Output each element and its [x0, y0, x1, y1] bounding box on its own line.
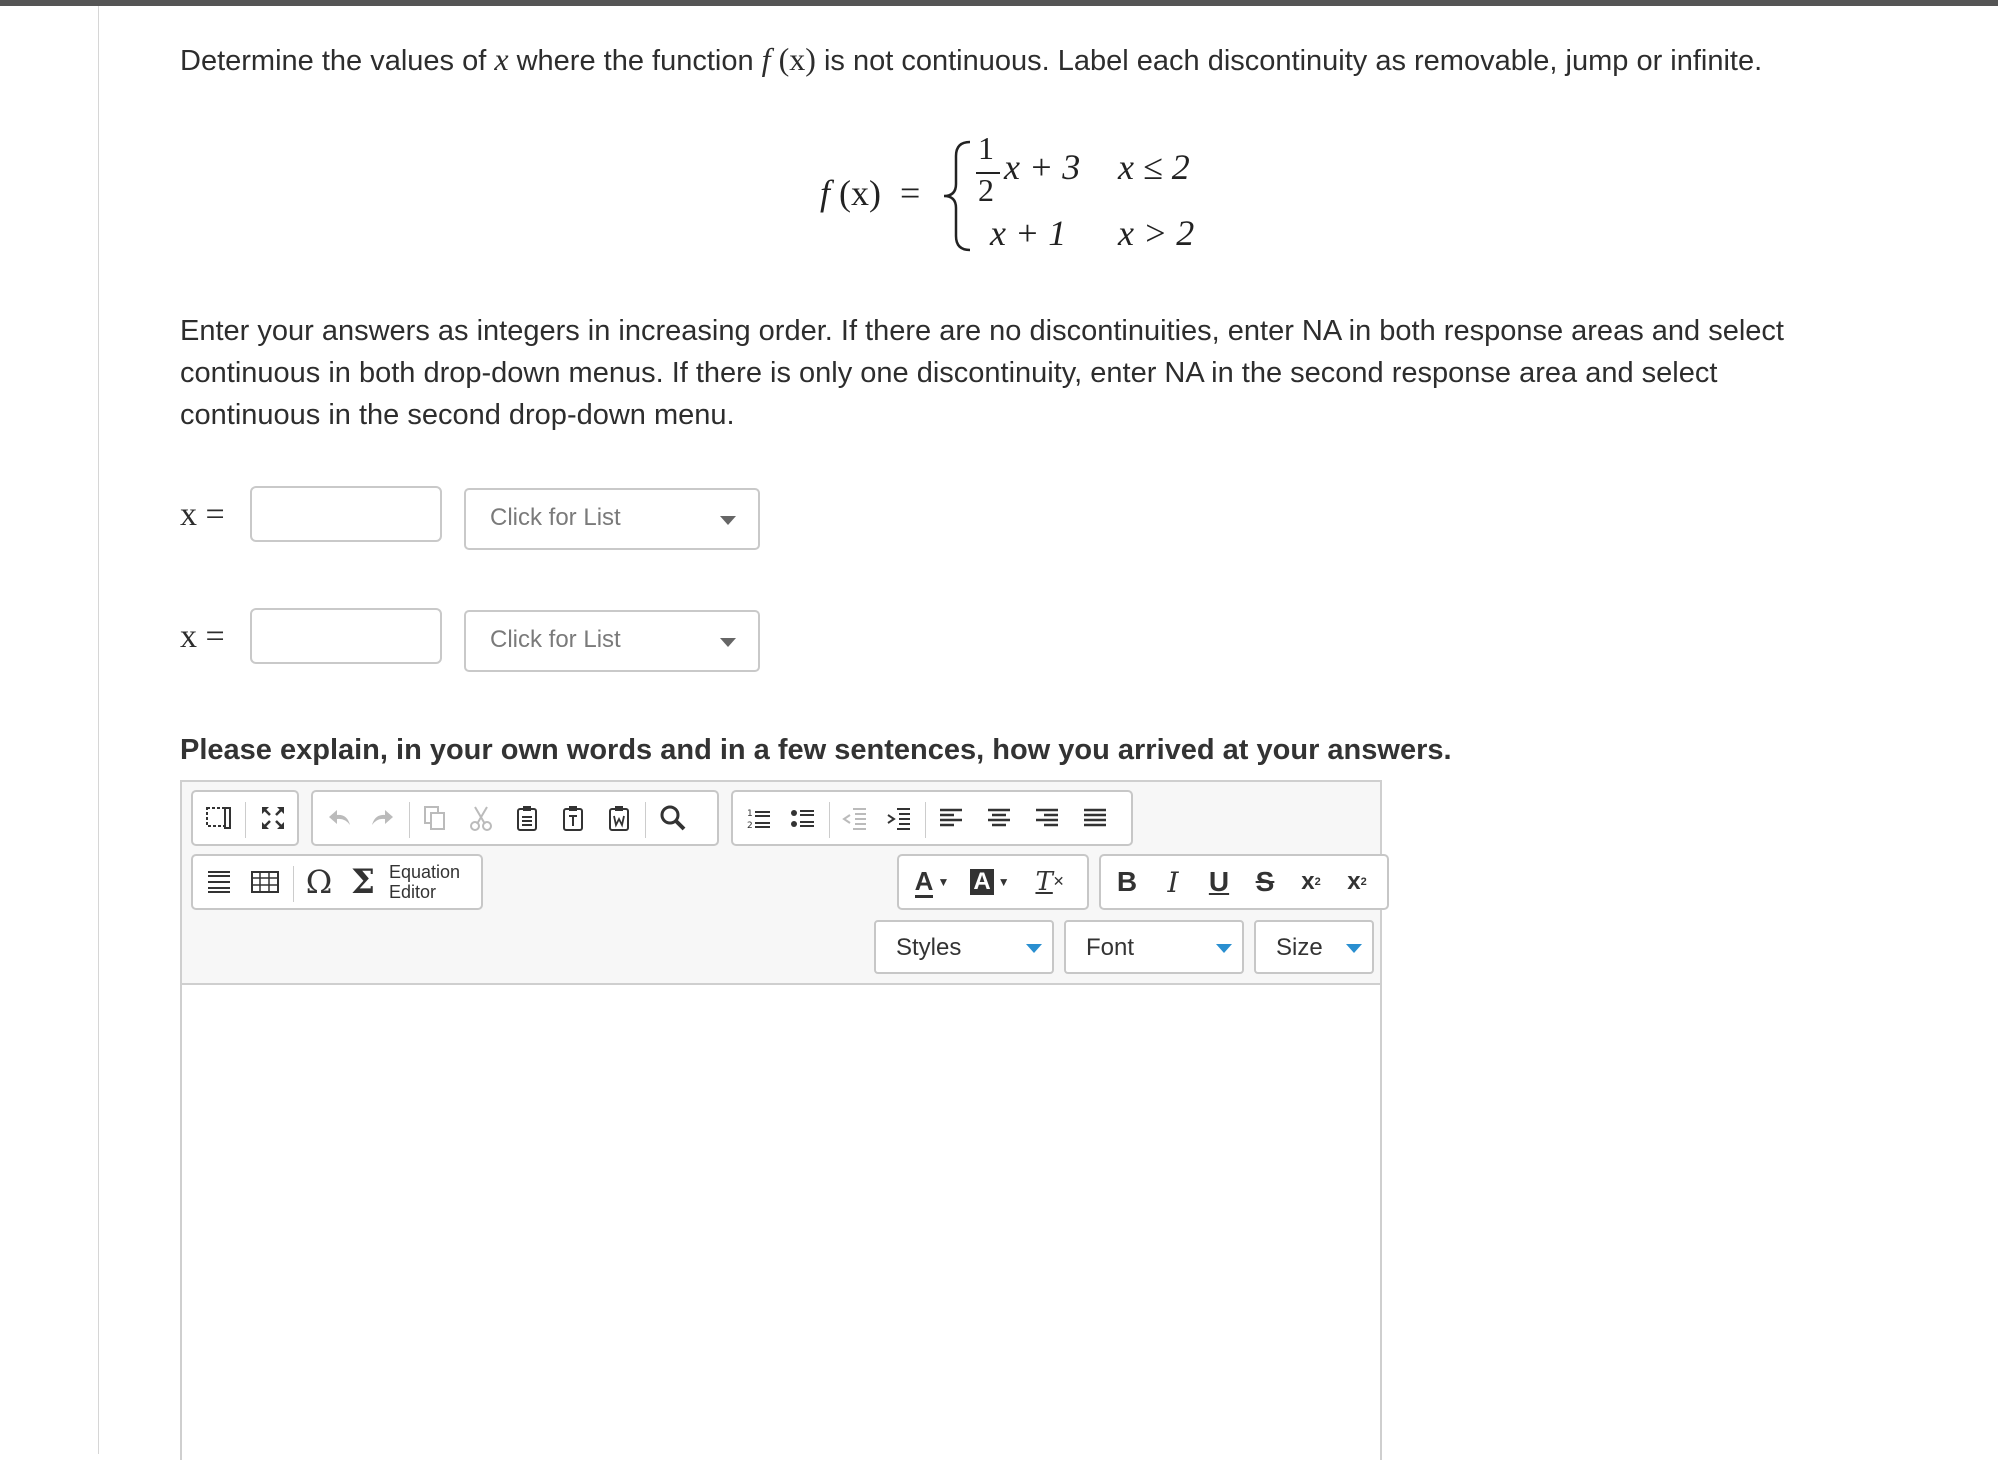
italic-button[interactable]: I [1167, 865, 1179, 899]
toolbar-separator [245, 802, 246, 838]
case1-condition: x ≤ 2 [1118, 147, 1190, 187]
subscript-label: x [1301, 868, 1315, 895]
question-text [180, 38, 1762, 82]
question-text-part: where the function [516, 45, 754, 77]
case1-expression: x + 3 [1004, 147, 1081, 187]
paste-icon[interactable] [507, 798, 547, 838]
fraction-numerator: 1 [978, 130, 994, 166]
rich-text-editor [180, 780, 1382, 1460]
toolbar-separator [829, 802, 830, 838]
toolbar-separator [293, 866, 294, 902]
copy-icon[interactable] [415, 798, 455, 838]
answer-input-1[interactable] [250, 486, 442, 542]
editor-toolbar [182, 782, 1380, 985]
toolbar-separator [409, 802, 410, 838]
align-right-icon[interactable] [1027, 798, 1067, 838]
chevron-down-icon [720, 516, 736, 525]
text-color-button[interactable] [907, 862, 957, 902]
equation-editor-label: Equation [389, 862, 461, 882]
toolbar-group-colors [897, 854, 1089, 910]
toolbar-group-view [191, 790, 299, 846]
font-dropdown[interactable] [1064, 920, 1244, 974]
cut-icon[interactable] [461, 798, 501, 838]
caret-down-icon: ▼ [997, 875, 1010, 889]
dropdown-label: Click for List [490, 626, 621, 653]
horizontal-line-icon[interactable] [199, 862, 239, 902]
superscript-button[interactable]: x 2 [1347, 868, 1367, 895]
font-label: Font [1086, 934, 1135, 961]
text-color-label: A [914, 865, 934, 896]
bg-color-label: A [970, 869, 993, 895]
case2-expression: x + 1 [990, 213, 1067, 253]
indent-icon[interactable] [879, 798, 919, 838]
size-label: Size [1276, 934, 1323, 961]
instructions [180, 310, 1880, 436]
answer-label: x = [180, 496, 225, 533]
align-center-icon[interactable] [979, 798, 1019, 838]
size-dropdown[interactable] [1254, 920, 1374, 974]
case2-condition: x > 2 [1118, 213, 1195, 253]
paste-text-icon[interactable] [553, 798, 593, 838]
outdent-icon[interactable] [835, 798, 875, 838]
numbered-list-icon[interactable] [739, 798, 779, 838]
left-brace-icon [940, 138, 974, 254]
styles-label: Styles [896, 934, 962, 961]
instruction-line: continuous in the second drop-down menu. [180, 399, 735, 431]
align-left-icon[interactable] [931, 798, 971, 838]
discontinuity-dropdown-2[interactable] [464, 610, 760, 672]
formula-arg: (x) [839, 173, 881, 213]
equation-editor-button[interactable] [389, 862, 460, 902]
math-arg: (x) [778, 41, 816, 77]
chevron-down-icon [1216, 944, 1232, 953]
dropdown-label: Click for List [490, 504, 621, 531]
subscript-button[interactable]: x 2 [1301, 868, 1321, 895]
maximize-icon[interactable] [253, 798, 293, 838]
toolbar-group-edit [311, 790, 719, 846]
chevron-down-icon [1346, 944, 1362, 953]
chevron-down-icon [720, 638, 736, 647]
toolbar-group-basic-styles [1099, 854, 1389, 910]
math-fn: f [761, 41, 771, 77]
toolbar-separator [645, 802, 646, 838]
strikethrough-button[interactable]: S [1255, 866, 1275, 897]
editor-content-area[interactable] [182, 985, 1380, 1460]
toolbar-separator [925, 802, 926, 838]
toolbar-group-insert [191, 854, 483, 910]
remove-format-label: T [1035, 867, 1053, 897]
fraction-denominator: 2 [978, 172, 994, 208]
table-icon[interactable] [245, 862, 285, 902]
toolbar-group-paragraph [731, 790, 1133, 846]
discontinuity-dropdown-1[interactable] [464, 488, 760, 550]
top-bar [0, 0, 1998, 6]
background-color-button[interactable] [965, 862, 1015, 902]
left-divider [98, 6, 99, 1454]
paste-word-icon[interactable] [599, 798, 639, 838]
equation-editor-icon[interactable]: Σ [350, 862, 376, 902]
question-text-part: is not continuous. Label each discontinuity as removable, jump or infinite. [823, 45, 1763, 77]
explain-prompt: Please explain, in your own words and in a few sentences, how you arrived at your answers. [180, 734, 1452, 766]
remove-format-button[interactable] [1027, 862, 1073, 902]
math-var: x [494, 41, 509, 77]
special-character-button[interactable]: Ω [305, 863, 333, 901]
undo-icon[interactable] [319, 798, 359, 838]
bold-button[interactable]: B [1116, 866, 1138, 897]
formula-fn: f [820, 173, 831, 213]
equation-editor-label: Editor [389, 882, 437, 902]
answer-label: x = [180, 618, 225, 655]
caret-down-icon: ▼ [937, 875, 950, 889]
close-icon: ✕ [1052, 874, 1065, 890]
chevron-down-icon [1026, 944, 1042, 953]
instruction-line: continuous in both drop-down menus. If there is only one discontinuity, enter NA in the second response area and select [180, 357, 1718, 389]
redo-icon[interactable] [363, 798, 403, 838]
svg-text:2: 2 [747, 821, 753, 831]
instruction-line: Enter your answers as integers in increasing order. If there are no discontinuities, enter NA in both response areas and select [180, 315, 1784, 347]
search-icon[interactable] [653, 798, 693, 838]
underline-button[interactable]: U [1208, 866, 1230, 897]
styles-dropdown[interactable] [874, 920, 1054, 974]
question-text-part: Determine the values of [180, 45, 487, 77]
superscript-label: x [1347, 868, 1361, 895]
bulleted-list-icon[interactable] [783, 798, 823, 838]
align-justify-icon[interactable] [1075, 798, 1115, 838]
svg-text:1: 1 [747, 809, 753, 819]
formula-equals: = [900, 173, 921, 213]
source-icon[interactable] [199, 798, 239, 838]
answer-input-2[interactable] [250, 608, 442, 664]
formula-lhs [820, 172, 881, 214]
